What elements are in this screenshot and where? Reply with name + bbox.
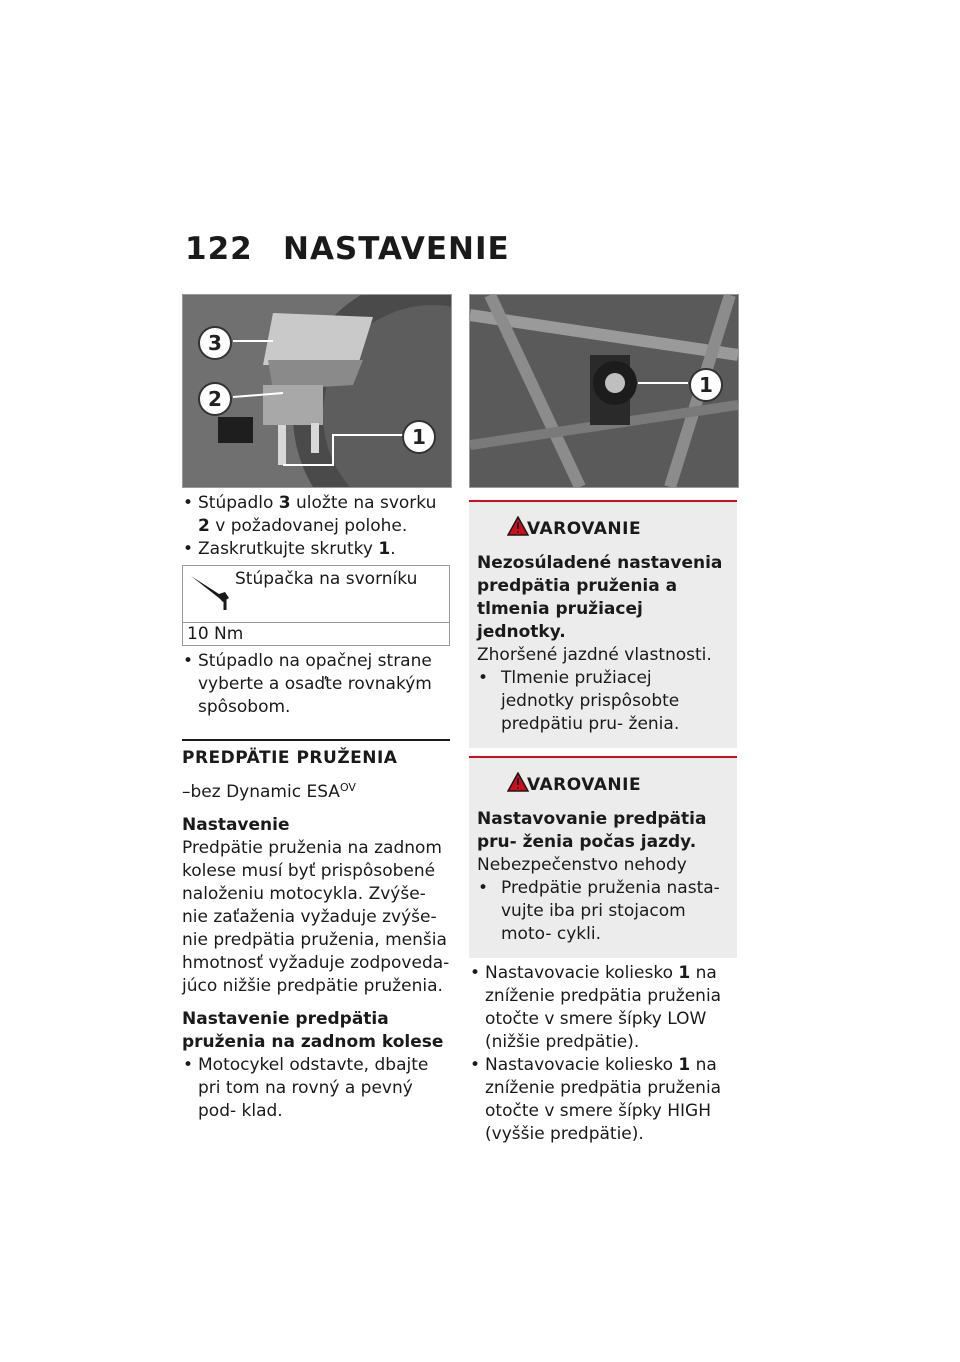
list-item: • Stúpadlo 3 uložte na svorku 2 v požadovanej polohe. bbox=[182, 492, 450, 538]
other-side-steps bbox=[182, 650, 450, 719]
list-item: • Motocykel odstavte, dbajte pri tom na rovný a pevný pod- klad. bbox=[182, 1054, 450, 1123]
callout-1: 1 bbox=[412, 425, 426, 449]
adjuster-photo bbox=[469, 294, 739, 488]
subsection-text: Predpätie pruženia na zadnom kolese musí byť prispôsobené naloženiu motocykla. Zvýše- nie zaťaženia vyžaduje zvýše- nie predpätia pruženia, menšia hmotnosť vyžaduje zodpoveda- júco nižšie predpätie pruženia. bbox=[182, 838, 450, 996]
warning-heading: Nezosúladené nastavenia predpätia pruženia a tlmenia pružiacej jednotky. bbox=[477, 553, 723, 642]
torque-table bbox=[182, 565, 450, 646]
section-title: PREDPÄTIE PRUŽENIA bbox=[182, 748, 398, 768]
torque-label: Stúpačka na svorníku bbox=[235, 569, 418, 589]
callout-2: 2 bbox=[208, 387, 222, 411]
warning-label: VAROVANIE bbox=[527, 519, 642, 539]
preparation-steps bbox=[182, 1054, 450, 1123]
warning-triangle-icon bbox=[507, 516, 529, 543]
list-item: • Nastavovacie koliesko 1 na zníženie predpätia pruženia otočte v smere šípky LOW (nižšie predpätie). bbox=[469, 962, 737, 1054]
callout-3: 3 bbox=[208, 331, 222, 355]
page-title: NASTAVENIE bbox=[283, 231, 510, 267]
warning-text: Nebezpečenstvo nehody bbox=[477, 855, 687, 875]
warning-box-2 bbox=[469, 756, 737, 958]
warning-bullets bbox=[477, 877, 729, 946]
page-number: 122 bbox=[185, 231, 253, 267]
right-column bbox=[469, 294, 737, 1146]
variant-note: –bez Dynamic $ESA^{OV}$ bbox=[182, 781, 356, 802]
list-item: • Stúpadlo na opačnej strane vyberte a osaďte rovnakým spôsobom. bbox=[182, 650, 450, 719]
list-item: • Tlmenie pružiacej jednotky prispôsobte predpätiu pru- ženia. bbox=[477, 667, 729, 736]
warning-triangle-icon bbox=[507, 772, 529, 799]
warning-text: Zhoršené jazdné vlastnosti. bbox=[477, 645, 712, 665]
mounting-steps bbox=[182, 492, 450, 561]
left-column bbox=[182, 294, 450, 1123]
torque-value: 10 Nm bbox=[187, 624, 244, 644]
warning-heading: Nastavovanie predpätia pru- ženia počas jazdy. bbox=[477, 809, 707, 852]
warning-box-1 bbox=[469, 500, 737, 748]
section-divider bbox=[182, 739, 450, 804]
wrench-icon bbox=[189, 572, 231, 619]
subsection-heading: Nastavenie bbox=[182, 815, 290, 835]
subsection-heading: Nastavenie predpätia pruženia na zadnom kolese bbox=[182, 1009, 444, 1052]
callout-1: 1 bbox=[699, 373, 713, 397]
footrest-photo bbox=[182, 294, 452, 488]
adjustment-steps bbox=[469, 962, 737, 1146]
list-item: • Nastavovacie koliesko 1 na zníženie predpätia pruženia otočte v smere šípky HIGH (vyššie predpätie). bbox=[469, 1054, 737, 1146]
warning-bullets bbox=[477, 667, 729, 736]
list-item: • Zaskrutkujte skrutky 1. bbox=[182, 538, 450, 561]
page-header bbox=[185, 231, 510, 267]
warning-label: VAROVANIE bbox=[527, 775, 642, 795]
list-item: • Predpätie pruženia nasta- vujte iba pri stojacom moto- cykli. bbox=[477, 877, 729, 946]
